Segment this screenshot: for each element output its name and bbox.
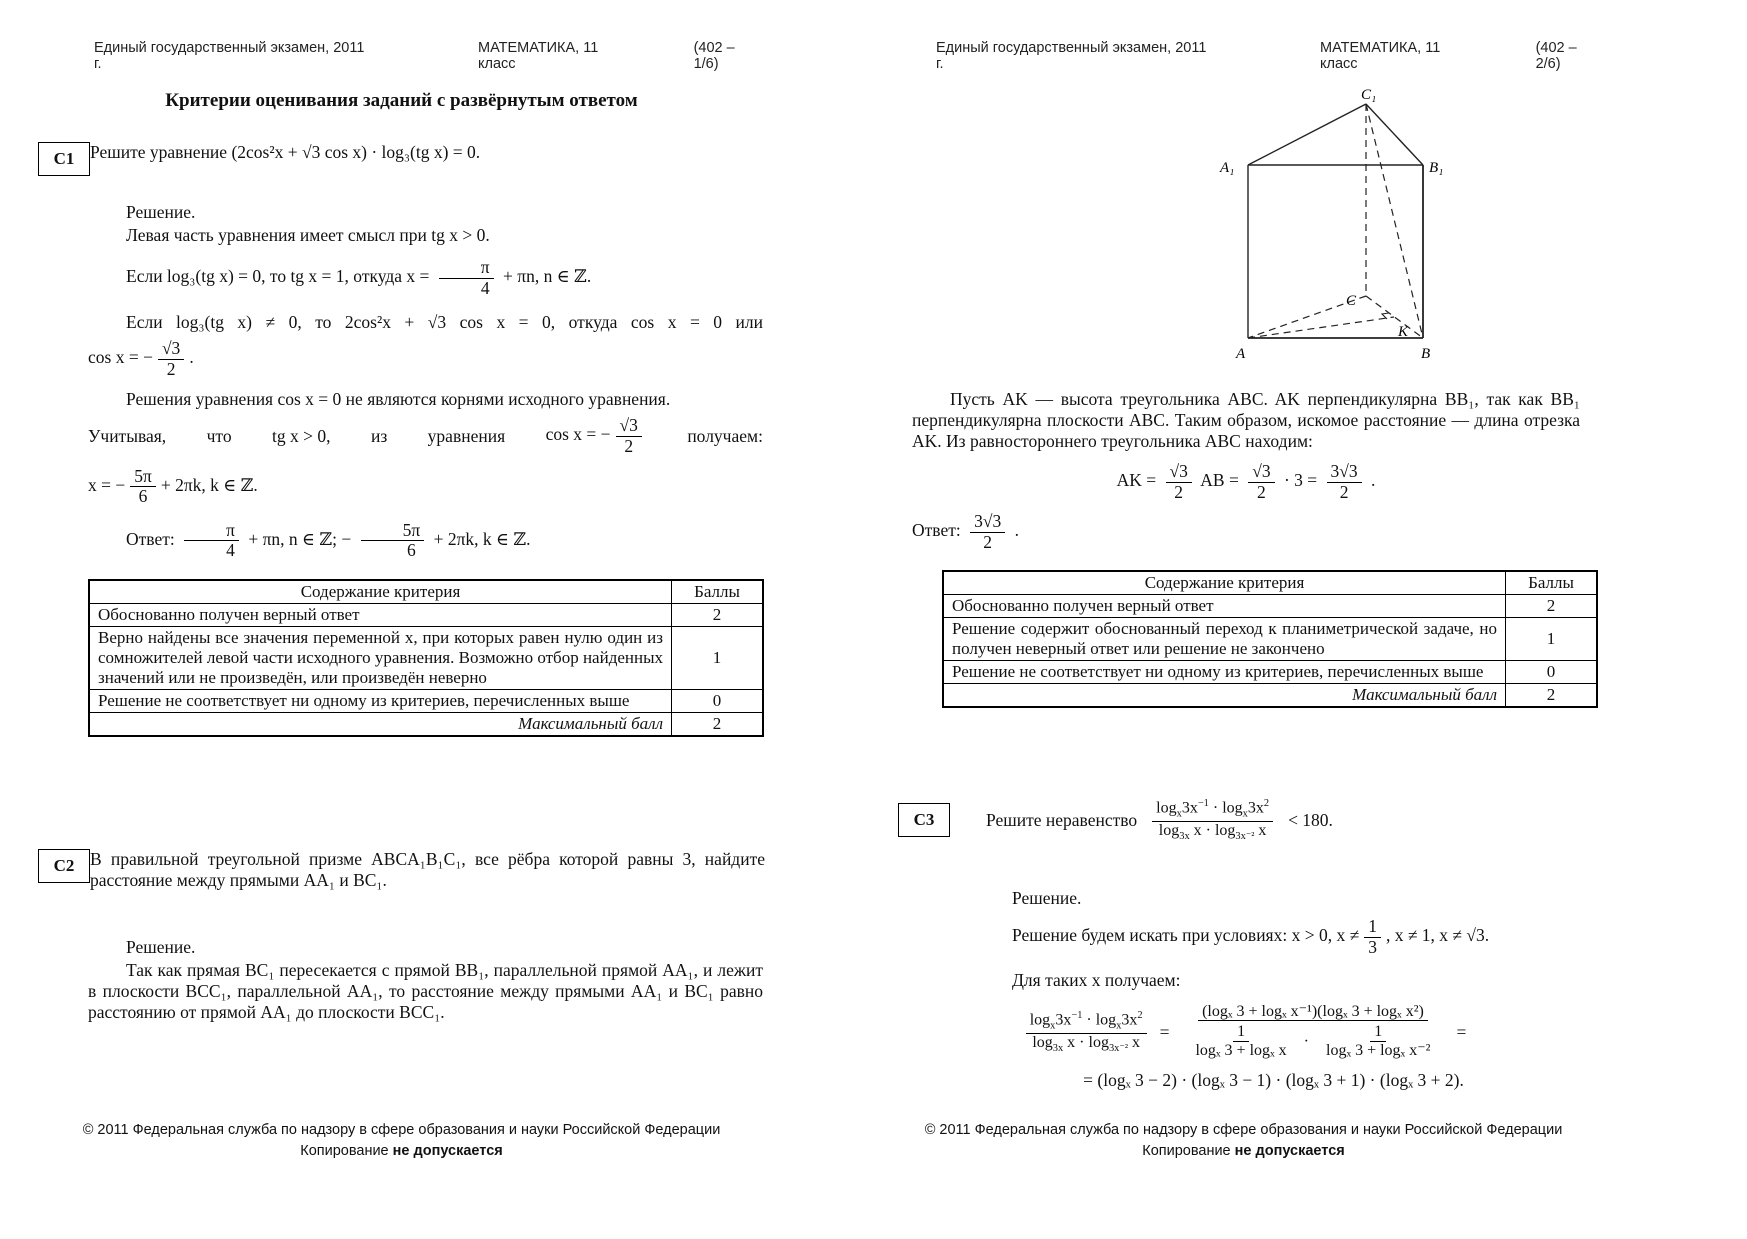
copy-warning-line: Копирование не допускается [1142,1143,1345,1160]
ak-formula: AK = $\frac{√3}{2}$ AB = $\frac{√3}{2}$ · 3 = $\frac{3√3}{2}$ . [1116,461,1376,502]
c1-line2-pre: Если log₃(tg x) = 0, то tg x = 1, откуда x = [126,266,430,287]
c3-problem-row [898,796,1607,844]
vertex-label-c: C [1346,293,1357,309]
copy-warning-line: Копирование не допускается [300,1143,503,1160]
word: tg x > 0, [272,425,331,446]
table-row: Решение не соответствует ни одному из критериев, перечисленных выше 0 [943,661,1597,684]
table-max-row: Максимальный балл 2 [943,684,1597,708]
vertex-label-c1: C₁ [1361,87,1377,103]
header-subject: МАТЕМАТИКА, 11 класс [478,40,599,72]
prism-figure-svg [1118,86,1450,378]
task-label-c1: С1 [38,142,90,176]
table-header-row [89,580,763,604]
c1-solution [88,202,763,563]
page2-footer [880,1120,1607,1162]
fraction: $\frac{\pi}{4}$ [439,258,494,298]
c3-problem-prefix: Решите неравенство [986,809,1138,830]
c2-problem-text: В правильной треугольной призме ABCA₁B₁C₁, все рёбра которой равны 3, найдите расстояние между прямыми AA₁ и BC₁. [90,848,765,890]
c1-line1: Левая часть уравнения имеет смысл при tg x > 0. [126,225,490,245]
fraction: $\frac{1}{3}$ [1364,917,1381,957]
word: из [370,425,388,446]
fraction: $\frac{5\pi}{6}$ [130,467,156,507]
no-copy-bold: не допускается [392,1143,503,1160]
criteria-column-header: Содержание критерия [89,580,672,604]
c1-problem-equation: (2cos²x + √3 cos x) · log₃(tg x) = 0. [231,142,481,162]
fraction: $\frac{√3}{2}$ [158,339,184,379]
copyright-line: © 2011 Федеральная служба по надзору в сфере образования и науки Российской Федерации [82,1122,721,1138]
c1-line2 [88,256,763,300]
word: что [206,425,232,446]
page-title: Критерии оценивания заданий с развёрнутым ответом [165,90,638,111]
c2-proof-paragraph: Пусть AK — высота треугольника ABC. AK перпендикулярна BB₁, так как BB₁ перпендикулярна плоскости ABC. Таким образом, искомое расстояние — длина отрезка AK. Из равностороннего треугольника ABC находим: [912,389,1580,451]
table-row: Решение содержит обоснованный переход к планиметрической задаче, но получен неверный ответ или решение не закончено 1 [943,618,1597,661]
fraction: $\frac{1}{\text{logₓ 3 + logₓ x⁻²}}$ [1326,1023,1431,1060]
header-page-code: (402 – 1/6) [693,40,735,72]
c2-criteria-table [942,570,1598,708]
c3-solution [1012,888,1587,990]
c1-problem-row [38,142,765,178]
c1-answer: Ответ: $\frac{\pi}{4}$ + πn, n ∈ ℤ; − $\frac{5\pi}{6}$ + 2πk, k ∈ ℤ. [126,519,531,561]
task-label-c2: С2 [38,849,90,883]
table-row: Верно найдены все значения переменной x, при которых равен нулю один из сомножителей левой части исходного уравнения. Возможно отбор найденных значений или не произведён, или произведён неверно 1 [89,626,763,689]
c1-solution-heading: Решение. [126,202,196,222]
header-exam-name: Единый государственный экзамен, 2011 г. [94,40,365,72]
word: Учитывая, [88,425,167,446]
c1-criteria-table [88,579,764,737]
table-row: Обоснованно получен верный ответ 2 [943,595,1597,618]
c1-line4-post: . [189,347,194,368]
c2-solution-paragraph: Так как прямая BC₁ пересекается с прямой BB₁, параллельной прямой AA₁, и лежит в плоскости BCC₁, параллельной AA₁, то расстояние между прямыми AA₁ и BC₁ равно расстоянию от прямой AA₁ до плоскости BCC₁. [88,959,763,1022]
no-copy-bold: не допускается [1234,1143,1345,1160]
c3-solution-heading: Решение. [1012,888,1082,909]
criteria-column-header: Содержание критерия [943,571,1506,595]
c3-problem-suffix: < 180. [1288,809,1333,830]
c2-solution-heading: Решение. [126,936,196,957]
table-row: Решение не соответствует ни одному из критериев, перечисленных выше 0 [89,689,763,712]
fraction: $\frac{\log_x3x^{-1} \cdot \log_x3x^2}{\log_{3x} x \cdot \log_{3x^{-2}} x}$ [1026,1010,1147,1054]
page2-header [880,40,1607,72]
table-max-row: Максимальный балл 2 [89,712,763,736]
copyright-line: © 2011 Федеральная служба по надзору в сфере образования и науки Российской Федерации [924,1122,1563,1138]
fraction: (logₓ 3 + logₓ x⁻¹)(logₓ 3 + logₓ x²) $\frac{1}{\text{logₓ 3 + logₓ x}}$ · $\frac{1}{\text{logₓ 3 + logₓ x⁻²}}$ [1182,1003,1443,1063]
equals-sign: = [1159,1021,1170,1042]
page1-footer [38,1120,765,1162]
prism-figure [1118,86,1450,383]
c1-line7: x = − $\frac{5\pi}{6}$ + 2πk, k ∈ ℤ. [88,465,258,507]
header-exam-name: Единый государственный экзамен, 2011 г. [936,40,1207,72]
fraction: $\frac{1}{\text{logₓ 3 + logₓ x}}$ [1195,1023,1287,1060]
score-column-header: Баллы [672,580,764,604]
fraction: $\frac{\pi}{4}$ [184,521,239,561]
score-column-header: Баллы [1506,571,1598,595]
table-row: Обоснованно получен верный ответ 2 [89,603,763,626]
fraction: $\frac{5\pi}{6}$ [361,521,425,561]
equals-sign: = [1456,1021,1467,1042]
c1-line2-post: + πn, n ∈ ℤ. [503,266,592,287]
vertex-label-a: A [1236,346,1246,362]
fraction: $\frac{\log_x3x^{-1} \cdot \log_x3x^2}{\log_{3x} x \cdot \log_{3x^{-2}} x}$ [1152,798,1273,842]
c1-line5: Решения уравнения cos x = 0 не являются корнями исходного уравнения. [126,389,671,410]
word: уравнения [427,425,506,446]
c2-solution [88,937,763,1023]
vertex-label-b1: B₁ [1429,160,1444,176]
header-page-code: (402 – 2/6) [1535,40,1577,72]
c3-conditions: Решение будем искать при условиях: x > 0, x ≠ $\frac{1}{3}$ , x ≠ 1, x ≠ √3. [1012,916,1490,957]
fraction: $\frac{√3}{2}$ [1248,462,1274,502]
page1-header [38,40,765,72]
vertex-label-b: B [1421,346,1431,362]
c2-solution-continued [912,389,1580,554]
header-subject: МАТЕМАТИКА, 11 класс [1320,40,1441,72]
c1-line4 [88,337,763,381]
fraction: $\frac{√3}{2}$ [1166,462,1192,502]
c1-problem-prefix: Решите уравнение [90,142,228,162]
c1-line3: Если log₃(tg x) ≠ 0, то 2cos²x + √3 cos x = 0, откуда cos x = 0 или [126,312,763,333]
dot-operator: · [1303,1032,1309,1050]
c1-line6 [88,414,763,458]
page-2 [880,40,1607,1160]
page-1 [38,40,765,1160]
task-label-c3: С3 [898,803,950,837]
c1-line6-eq: cos x = − $\frac{√3}{2}$ [546,414,647,458]
c2-problem-row [38,849,765,891]
fraction: $\frac{3√3}{2}$ [970,512,1005,552]
word: получаем: [687,425,763,446]
c3-identity-line1 [880,1001,1607,1065]
c2-answer: Ответ: $\frac{3√3}{2}$ . [912,511,1019,552]
c1-problem-text [90,142,765,163]
c3-line: Для таких x получаем: [1012,969,1181,990]
table-header-row [943,571,1597,595]
fraction: $\frac{3√3}{2}$ [1327,462,1362,502]
c1-line4-pre: cos x = − [88,347,153,368]
vertex-label-k: K [1398,324,1409,340]
vertex-label-a1: A₁ [1220,160,1235,176]
c3-identity-line2: = (logₓ 3 − 2) · (logₓ 3 − 1) · (logₓ 3 + 1) · (logₓ 3 + 2). [1083,1070,1464,1091]
fraction: $\frac{√3}{2}$ [616,416,642,456]
c3-problem-text [986,796,1333,844]
